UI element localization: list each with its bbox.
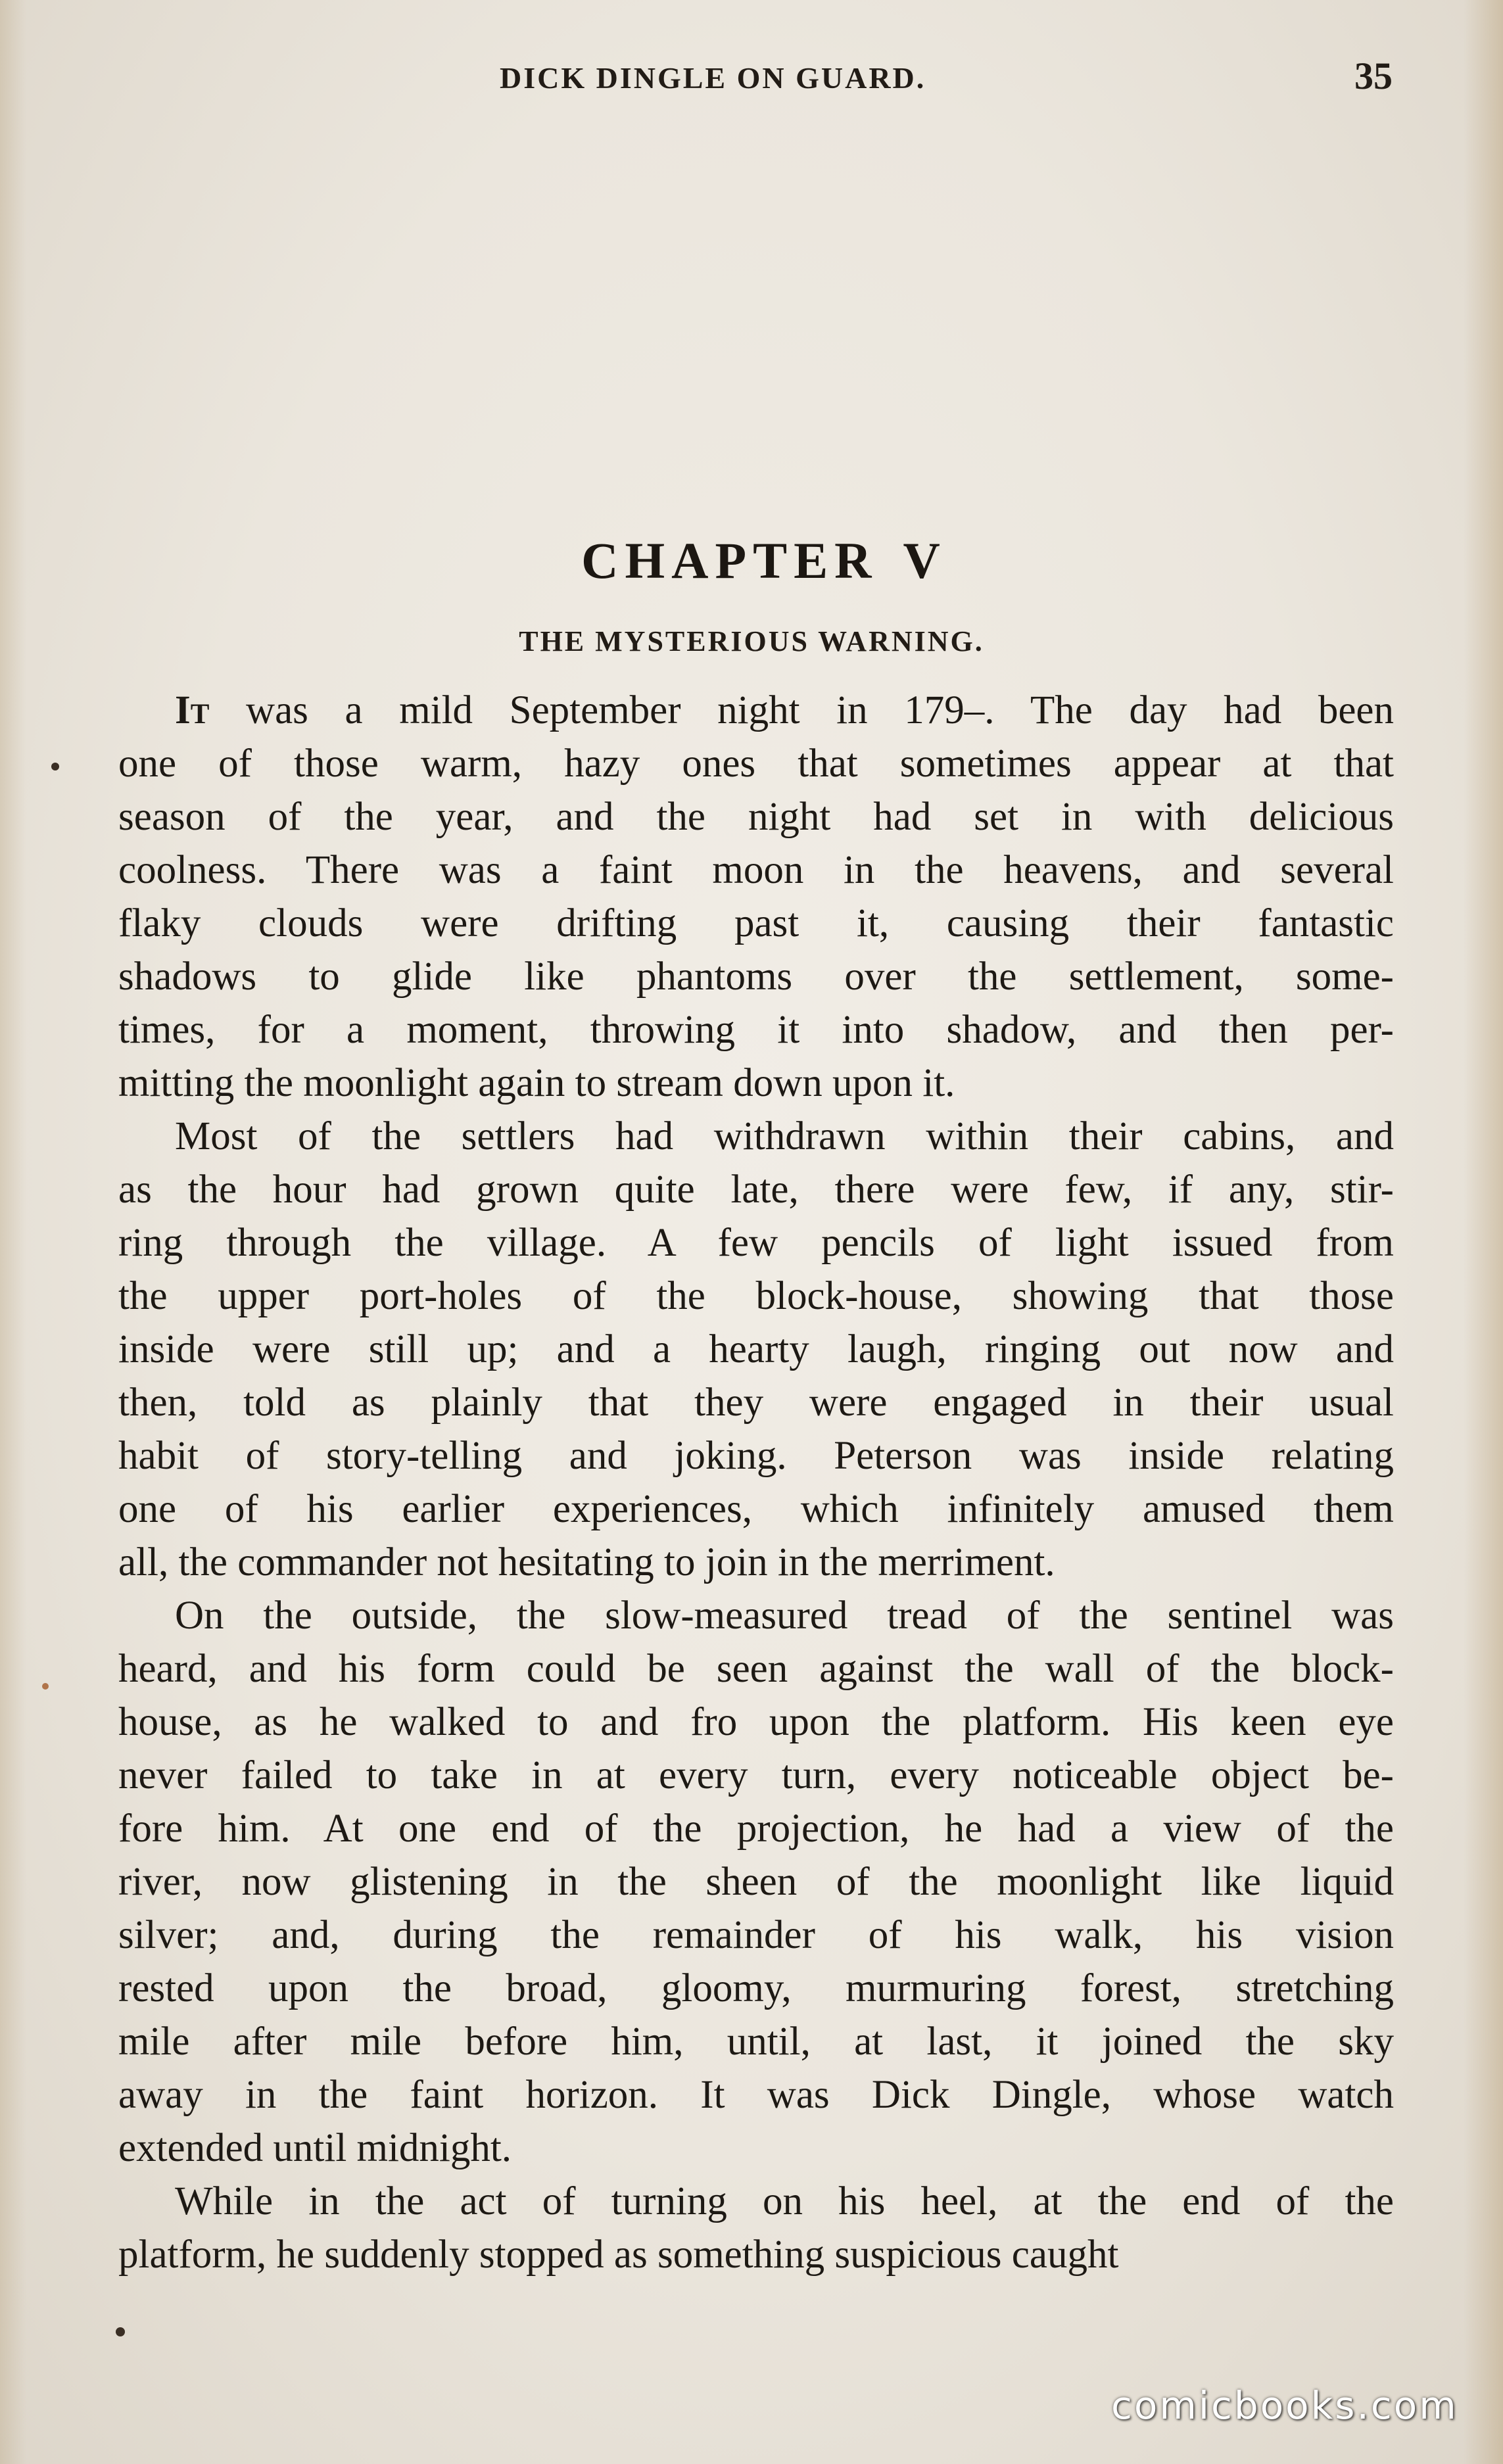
running-head: DICK DINGLE ON GUARD. <box>500 61 926 95</box>
text-line: one of his earlier experiences, which infinitely amused them <box>118 1487 1394 1531</box>
text-line: platform, he suddenly stopped as something suspicious caught <box>118 2233 1119 2277</box>
page-edge-right <box>1464 0 1503 2464</box>
text-line: heard, and his form could be seen against the wall of the block- <box>118 1647 1394 1691</box>
text-line: It was a mild September night in 179–. The day had been <box>175 688 1394 732</box>
page-number: 35 <box>1354 55 1393 97</box>
paragraph <box>118 1589 1394 2175</box>
text-line: Most of the settlers had withdrawn within their cabins, and <box>175 1114 1394 1158</box>
text-line: habit of story-telling and joking. Peterson was inside relating <box>118 1434 1394 1478</box>
text-line: fore him. At one end of the projection, he had a view of the <box>118 1807 1394 1851</box>
text-line: house, as he walked to and fro upon the platform. His keen eye <box>118 1700 1394 1744</box>
page-edge-left <box>0 0 26 2464</box>
text-line: shadows to glide like phantoms over the settlement, some- <box>118 955 1394 999</box>
chapter-heading <box>0 531 1503 590</box>
chapter-word: CHAPTER <box>581 532 878 589</box>
ink-speck <box>116 2327 125 2336</box>
text-line: silver; and, during the remainder of his walk, his vision <box>118 1913 1394 1957</box>
paragraph <box>118 1110 1394 1589</box>
text-line: coolness. There was a faint moon in the heavens, and several <box>118 848 1394 892</box>
text-line: extended until midnight. <box>118 2126 512 2170</box>
watermark: comicbooks.com <box>1111 2383 1458 2428</box>
text-line: ring through the village. A few pencils of light issued from <box>118 1221 1394 1265</box>
text-line: the upper port-holes of the block-house, showing that those <box>118 1274 1394 1318</box>
opening-word: It <box>175 688 210 732</box>
text-line: rested upon the broad, gloomy, murmuring forest, stretching <box>118 1966 1394 2010</box>
chapter-numeral: V <box>903 532 947 589</box>
text-line: mile after mile before him, until, at last, it joined the sky <box>118 2020 1394 2064</box>
text-line: inside were still up; and a hearty laugh, ringing out now and <box>118 1327 1394 1371</box>
text-line: never failed to take in at every turn, every noticeable object be- <box>118 1753 1394 1797</box>
text-line: one of those warm, hazy ones that sometimes appear at that <box>118 742 1394 786</box>
ink-speck <box>51 763 59 770</box>
text-line: river, now glistening in the sheen of the moonlight like liquid <box>118 1860 1394 1904</box>
text-line: times, for a moment, throwing it into shadow, and then per- <box>118 1008 1394 1052</box>
text-line: away in the faint horizon. It was Dick Dingle, whose watch <box>118 2073 1394 2117</box>
paragraph <box>118 2175 1394 2281</box>
text-line: as the hour had grown quite late, there were few, if any, stir- <box>118 1168 1394 1212</box>
stain-speck <box>42 1683 49 1690</box>
text-line: all, the commander not hesitating to join in the merriment. <box>118 1540 1055 1584</box>
chapter-body <box>118 684 1394 2281</box>
text-line: While in the act of turning on his heel, at the end of the <box>175 2179 1394 2223</box>
paragraph <box>118 684 1394 1110</box>
text-line: mitting the moonlight again to stream down upon it. <box>118 1061 955 1105</box>
chapter-subtitle: THE MYSTERIOUS WARNING. <box>519 625 984 657</box>
text-line: flaky clouds were drifting past it, causing their fantastic <box>118 901 1394 945</box>
text-line: season of the year, and the night had set in with delicious <box>118 795 1394 839</box>
text-line: then, told as plainly that they were engaged in their usual <box>118 1381 1394 1425</box>
text-line: On the outside, the slow-measured tread of the sentinel was <box>175 1594 1394 1638</box>
